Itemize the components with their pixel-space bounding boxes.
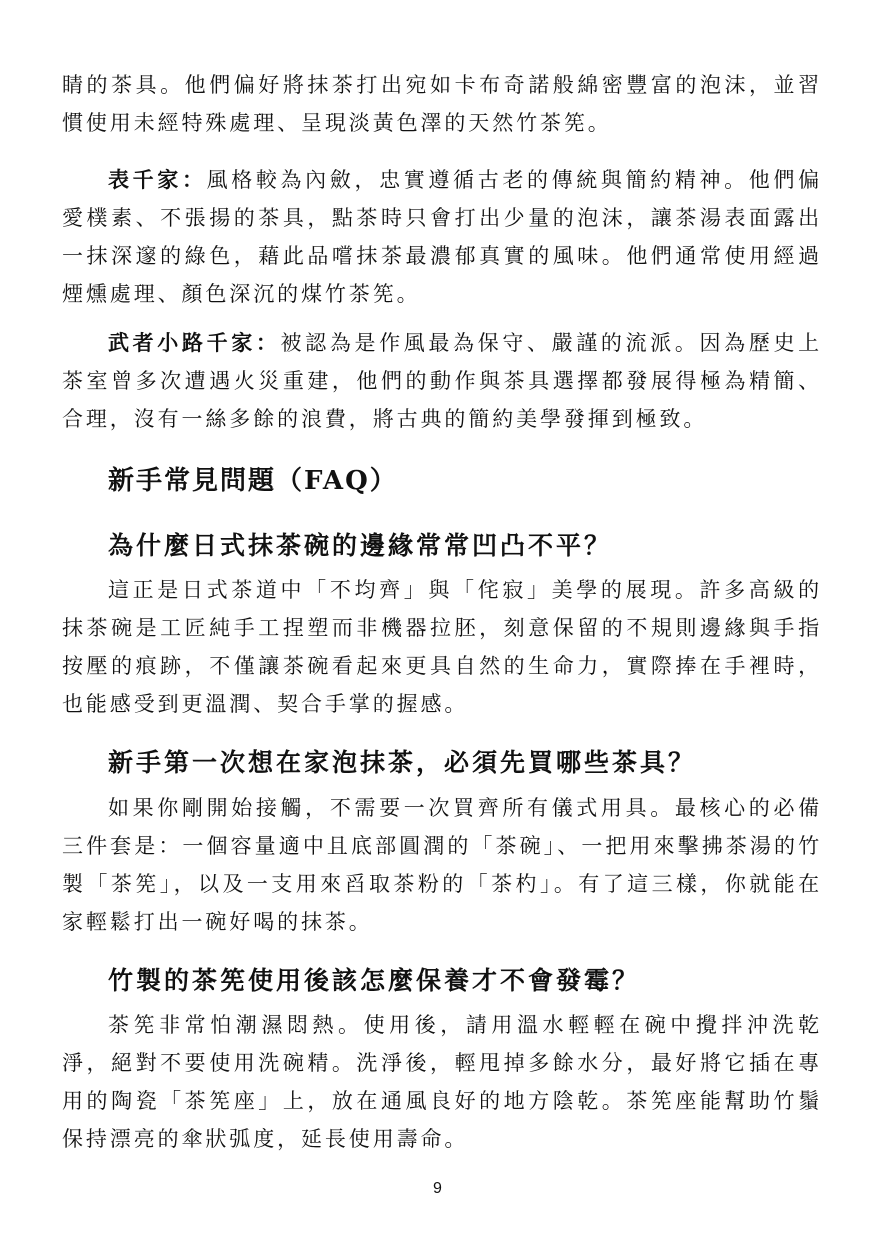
faq-question: 新手第一次想在家泡抹茶，必須先買哪些茶具？ bbox=[108, 748, 697, 777]
school-description: 被認為是作風最為保守、嚴謹的流派。因為歷史上茶室曾多次遭遇火災重建，他們的動作與茶具選擇都發展得極為精簡、合理，沒有一絲多餘的浪費，將古典的簡約美學發揮到極致。 bbox=[62, 331, 822, 431]
intro-paragraph: 睛的茶具。他們偏好將抹茶打出宛如卡布奇諾般綿密豐富的泡沫，並習慣使用未經特殊處理、呈現淡黃色澤的天然竹茶筅。 bbox=[62, 73, 822, 135]
faq-question: 為什麼日式抹茶碗的邊緣常常凹凸不平？ bbox=[108, 531, 613, 560]
faq-heading: 新手常見問題（FAQ） bbox=[108, 466, 398, 496]
school-description: 風格較為內斂，忠實遵循古老的傳統與簡約精神。他們偏愛樸素、不張揚的茶具，點茶時只會打出少量的泡沫，讓茶湯表面露出一抹深邃的綠色，藉此品嚐抹茶最濃郁真實的風味。他們通常使用經過煙燻處理、顏色深沉的煤竹茶筅。 bbox=[62, 168, 822, 306]
school-name: 武者小路千家： bbox=[108, 330, 281, 355]
faq-answer: 如果你剛開始接觸，不需要一次買齊所有儀式用具。最核心的必備三件套是：一個容量適中且底部圓潤的「茶碗」、一把用來擊拂茶湯的竹製「茶筅」，以及一支用來舀取茶粉的「茶杓」。有了這三樣，你就能在家輕鬆打出一碗好喝的抹茶。 bbox=[62, 796, 822, 934]
faq-answer: 茶筅非常怕潮濕悶熱。使用後，請用溫水輕輕在碗中攪拌沖洗乾淨，絕對不要使用洗碗精。洗淨後，輕甩掉多餘水分，最好將它插在專用的陶瓷「茶筅座」上，放在通風良好的地方陰乾。茶筅座能幫助竹鬚保持漂亮的傘狀弧度，延長使用壽命。 bbox=[62, 1013, 822, 1151]
faq-answer: 這正是日式茶道中「不均齊」與「侘寂」美學的展現。許多高級的抹茶碗是工匠純手工捏塑而非機器拉胚，刻意保留的不規則邊緣與手指按壓的痕跡，不僅讓茶碗看起來更具自然的生命力，實際捧在手裡時，也能感受到更溫潤、契合手掌的握感。 bbox=[62, 578, 822, 716]
school-name: 表千家： bbox=[108, 167, 207, 192]
school-omotesenke-paragraph bbox=[62, 161, 822, 313]
school-mushakoji-paragraph bbox=[62, 324, 822, 438]
faq-question: 竹製的茶筅使用後該怎麼保養才不會發霉？ bbox=[108, 966, 641, 995]
page-number: 9 bbox=[433, 1180, 442, 1197]
